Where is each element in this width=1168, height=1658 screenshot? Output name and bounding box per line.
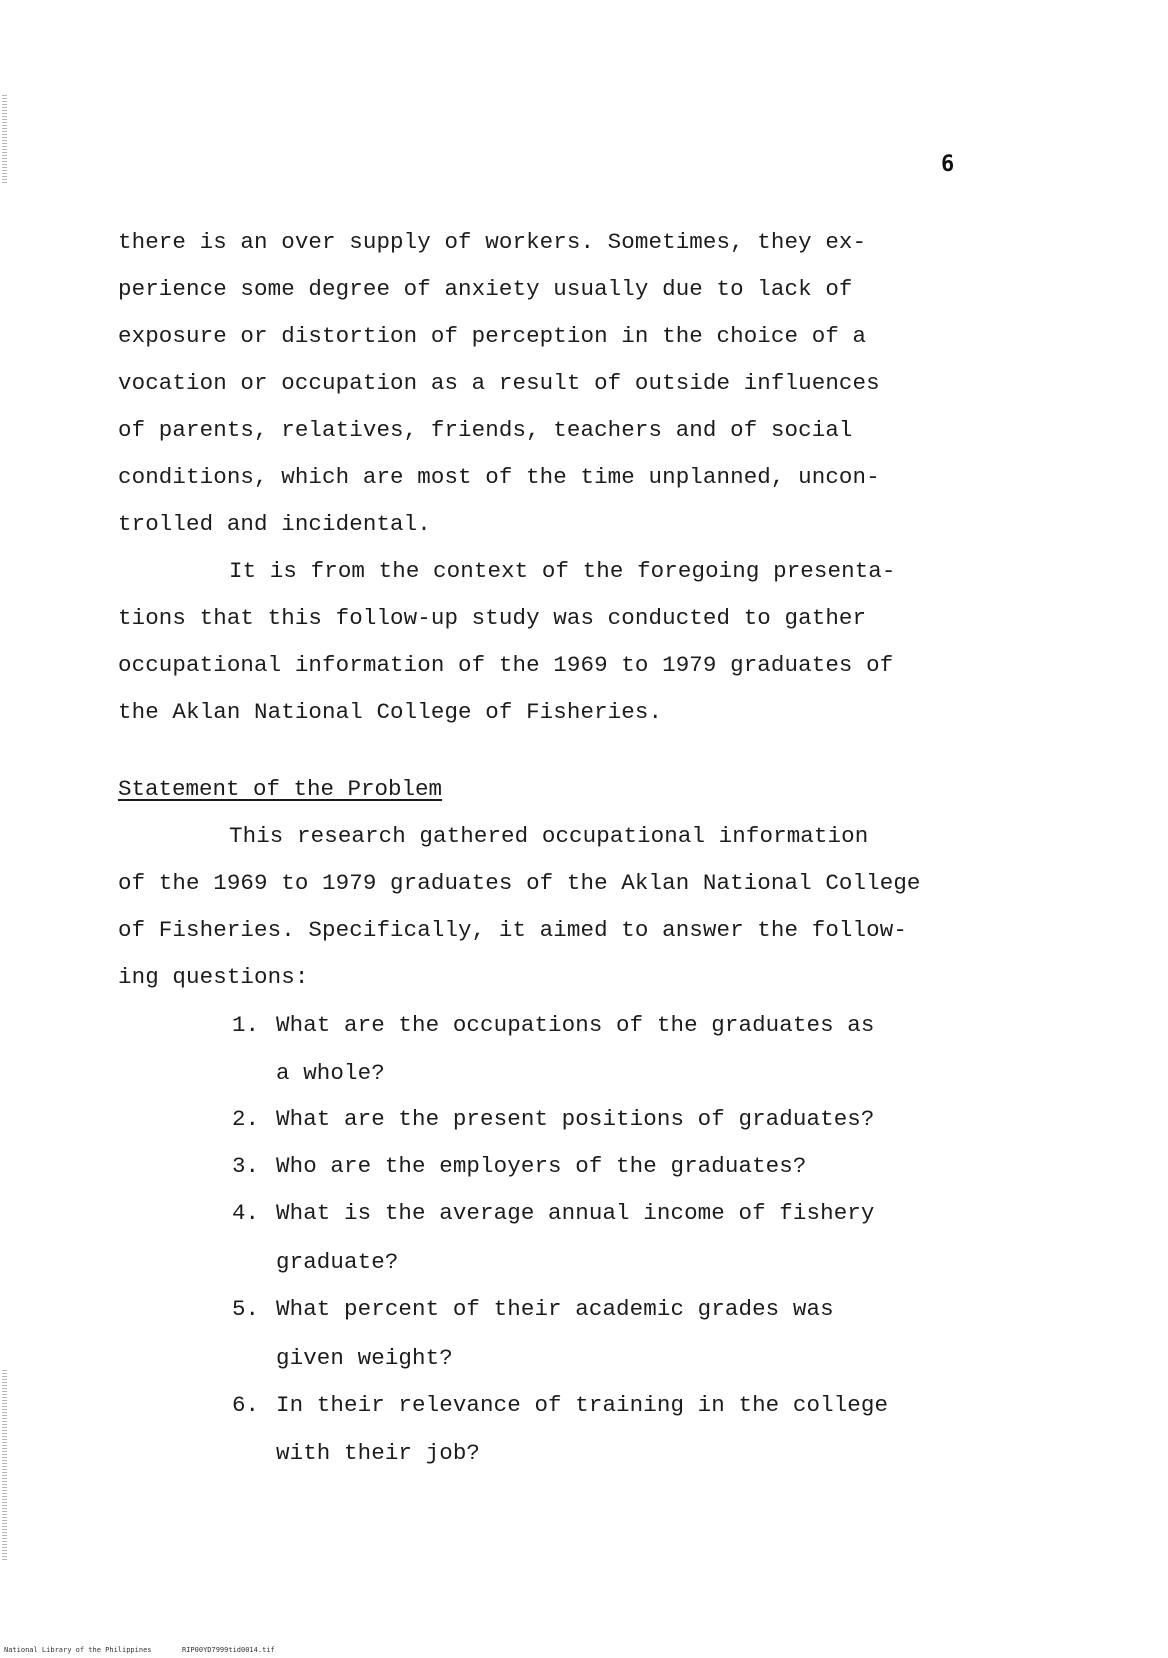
question-text: Who are the employers of the graduates? <box>276 1153 807 1179</box>
paragraph-line: the Aklan National College of Fisheries. <box>118 699 663 725</box>
question-number: 3. <box>232 1153 260 1179</box>
paragraph-line: there is an over supply of workers. Sometimes, they ex- <box>118 229 867 255</box>
question-number: 1. <box>232 1012 260 1038</box>
paragraph-line: of the 1969 to 1979 graduates of the Aklan National College <box>118 870 921 896</box>
question-text: What is the average annual income of fishery <box>276 1200 875 1226</box>
question-number: 2. <box>232 1106 260 1132</box>
paragraph-line: ing questions: <box>118 964 309 990</box>
question-text: given weight? <box>276 1345 453 1371</box>
paragraph-line: tions that this follow-up study was conducted to gather <box>118 605 867 631</box>
question-number: 5. <box>232 1296 260 1322</box>
question-number: 4. <box>232 1200 260 1226</box>
paragraph-line: vocation or occupation as a result of outside influences <box>118 370 880 396</box>
scan-edge-mark <box>2 95 7 185</box>
question-text: In their relevance of training in the college <box>276 1392 889 1418</box>
page-number: 6 <box>941 152 955 177</box>
paragraph-line: exposure or distortion of perception in the choice of a <box>118 323 867 349</box>
question-text: graduate? <box>276 1249 399 1275</box>
question-text: What are the occupations of the graduates as <box>276 1012 875 1038</box>
footer-file-label: RIP00YD7999tid0014.tif <box>182 1646 275 1654</box>
paragraph-line: conditions, which are most of the time unplanned, uncon- <box>118 464 880 490</box>
scan-edge-mark <box>2 1370 7 1560</box>
question-text: a whole? <box>276 1060 385 1086</box>
paragraph-line: perience some degree of anxiety usually due to lack of <box>118 276 853 302</box>
section-heading: Statement of the Problem <box>118 776 443 802</box>
paragraph-line: trolled and incidental. <box>118 511 431 537</box>
paragraph-line: occupational information of the 1969 to 1979 graduates of <box>118 652 894 678</box>
paragraph-line: It is from the context of the foregoing presenta- <box>229 558 896 584</box>
question-text: with their job? <box>276 1440 481 1466</box>
paragraph-line: of Fisheries. Specifically, it aimed to answer the follow- <box>118 917 907 943</box>
question-text: What percent of their academic grades was <box>276 1296 834 1322</box>
footer-library-label: National Library of the Philippines <box>4 1646 152 1654</box>
paragraph-line: This research gathered occupational information <box>229 823 869 849</box>
question-text: What are the present positions of graduates? <box>276 1106 875 1132</box>
paragraph-line: of parents, relatives, friends, teachers and of social <box>118 417 853 443</box>
question-number: 6. <box>232 1392 260 1418</box>
